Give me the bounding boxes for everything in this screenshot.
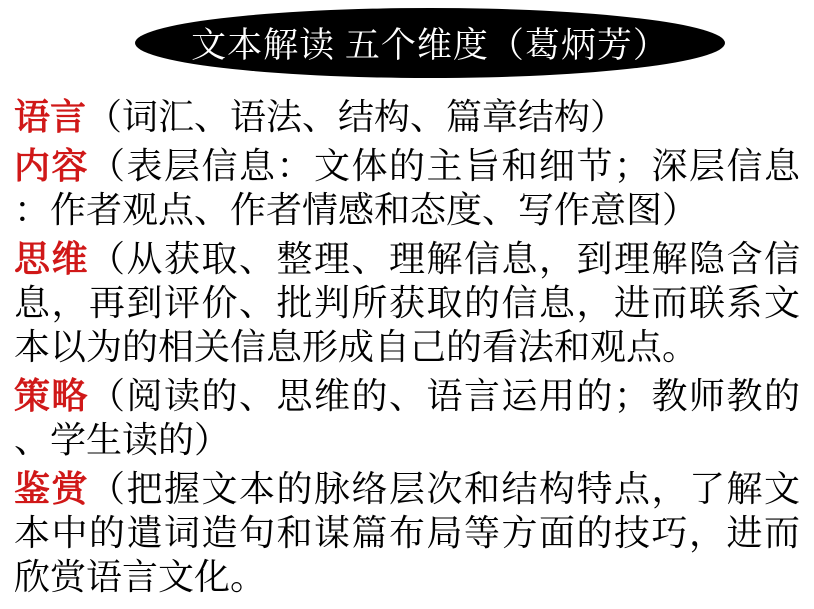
keyword: 语言 [14,97,87,137]
keyword: 鉴赏 [14,469,89,509]
line-text: （表层信息：文体的主旨和细节；深层信息 [89,146,800,186]
text-line [14,467,800,511]
text-line: 、学生读的） [14,420,231,460]
line-text: （阅读的、思维的、语言运用的；教师教的 [89,376,800,416]
paragraph [14,144,800,232]
content [14,95,800,599]
text-line: 息，再到评价、批判所获取的信息，进而联系文 [14,283,800,323]
text-line [14,144,800,188]
text-line [14,374,800,418]
text-line: 本中的遣词造句和谋篇布局等方面的技巧，进而 [14,513,800,553]
paragraph [14,237,800,369]
paragraph [14,95,800,139]
text-line [14,95,800,139]
paragraph [14,374,800,462]
keyword: 思维 [14,239,89,279]
text-line [14,237,800,281]
line-text: （从获取、整理、理解信息，到理解隐含信 [89,239,800,279]
line-text: （词汇、语法、结构、篇章结构） [86,97,627,137]
keyword: 策略 [14,376,89,416]
slide-title: 文本解读 五个维度（葛炳芳） [191,26,669,65]
text-line: 欣赏语言文化。 [14,557,267,597]
keyword: 内容 [14,146,89,186]
text-line: 本以为的相关信息形成自己的看法和观点。 [14,327,699,367]
line-text: （把握文本的脉络层次和结构特点，了解文 [89,469,800,509]
slide [0,8,814,609]
paragraph [14,467,800,599]
text-line: ：作者观点、作者情感和态度、写作意图） [14,190,699,230]
title-banner [135,8,725,78]
